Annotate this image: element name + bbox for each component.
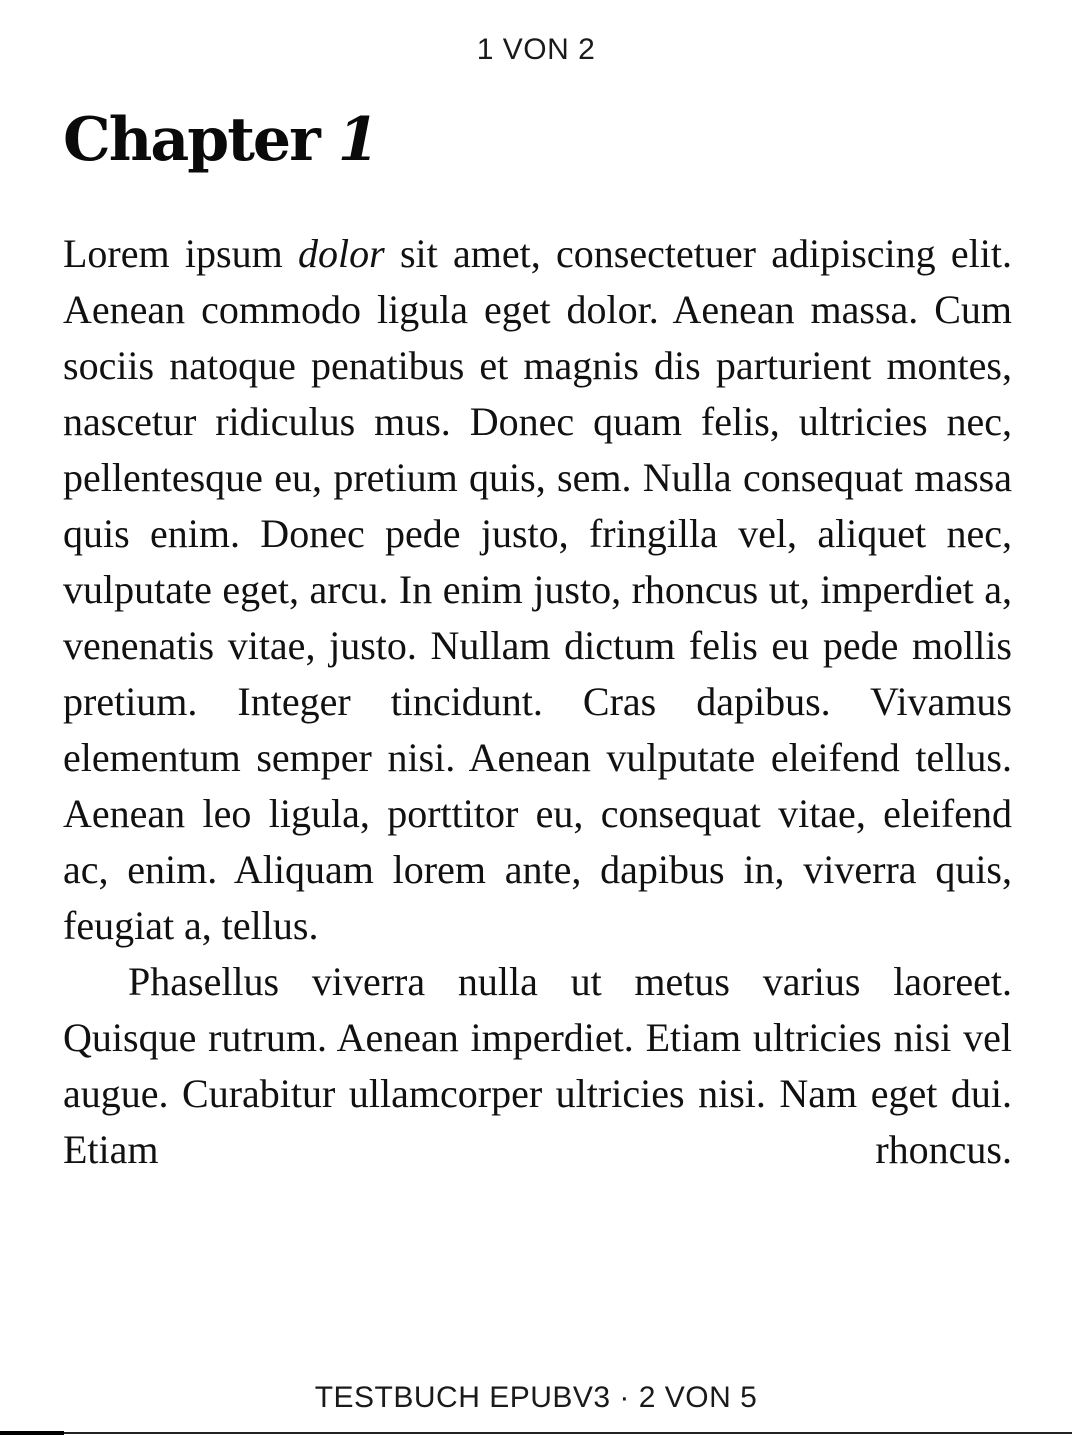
chapter-title-word: Chapter bbox=[63, 105, 319, 175]
chapter-title-number: 1 bbox=[337, 105, 378, 175]
chapter-page-indicator: 1 VON 2 bbox=[476, 33, 596, 66]
paragraph-text: sit amet, consectetuer adipiscing elit. Aenean commodo ligula eget dolor. Aenean massa. Cum sociis natoque penatibus et magnis dis parturient montes, nascetur ridiculus mus. Donec quam felis, ultricies nec, pellentesque eu, pretium quis, sem. Nulla consequat massa quis enim. Donec pede justo, fringilla vel, aliquet nec, vulputate eget, arcu. In enim justo, rhoncus ut, imperdiet a, venenatis vitae, justo. Nullam dictum felis eu pede mollis pretium. Integer tincidunt. Cras dapibus. Vivamus elementum semper nisi. Aenean vulputate eleifend tellus. Aenean leo ligula, porttitor eu, consequat vitae, eleifend ac, enim. Aliquam lorem ante, dapibus in, viverra quis, feugiat a, tellus. bbox=[63, 231, 1012, 948]
reader-content[interactable] bbox=[63, 100, 1012, 1300]
paragraph bbox=[63, 226, 1012, 954]
chapter-body bbox=[63, 226, 1012, 1178]
paragraph: Phasellus viverra nulla ut metus varius laoreet. Quisque rutrum. Aenean imperdiet. Etiam ultricies nisi vel augue. Curabitur ullamcorper ultricies nisi. Nam eget dui. Etiam rhoncus. bbox=[63, 959, 1012, 1172]
reading-progress-fill bbox=[0, 1431, 64, 1435]
reading-progress-bar[interactable] bbox=[0, 1432, 1072, 1434]
book-progress-indicator: TESTBUCH EPUBV3 · 2 VON 5 bbox=[314, 1381, 758, 1414]
paragraph-emphasis: dolor bbox=[297, 231, 385, 276]
chapter-title bbox=[63, 100, 1012, 180]
paragraph-text: Lorem ipsum bbox=[63, 231, 298, 276]
